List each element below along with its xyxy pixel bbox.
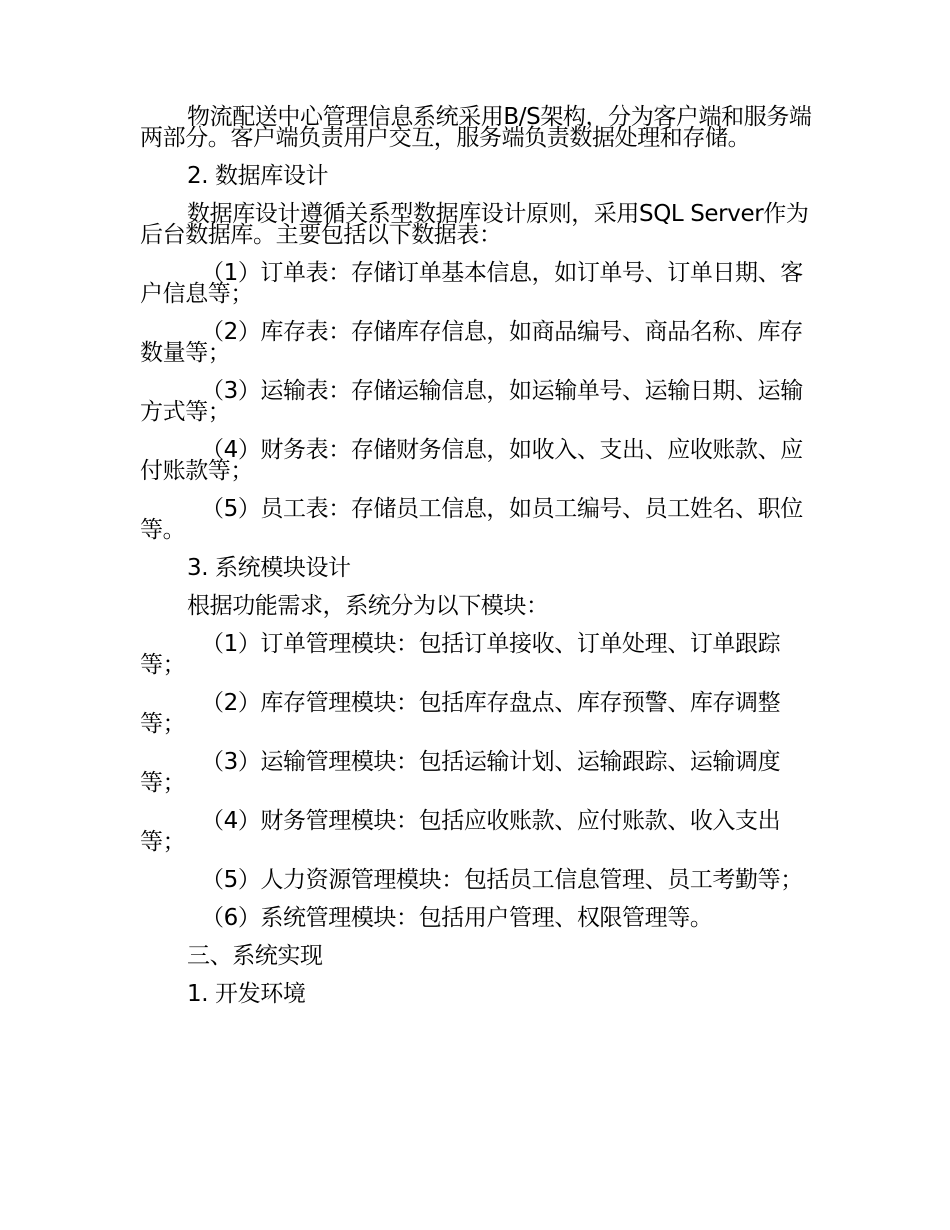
paragraph-architecture: 物流配送中心管理信息系统采用B/S架构，分为客户端和服务端两部分。客户端负责用户交互，服务端负责数据处理和存储。	[140, 104, 812, 151]
list-item-finance-table: （4）财务表：存储财务信息，如收入、支出、应收账款、应付账款等；	[140, 437, 803, 484]
list-item-hr-module: （5）人力资源管理模块：包括员工信息管理、员工考勤等；	[201, 867, 803, 893]
list-item-order-module: （1）订单管理模块：包括订单接收、订单处理、订单跟踪等；	[140, 631, 781, 678]
heading-module-design: 3. 系统模块设计	[187, 555, 351, 581]
paragraph-module-intro: 根据功能需求，系统分为以下模块：	[187, 593, 549, 619]
list-item-employee-table: （5）员工表：存储员工信息，如员工编号、员工姓名、职位等。	[140, 496, 803, 543]
list-item-inventory-table: （2）库存表：存储库存信息，如商品编号、商品名称、库存数量等；	[140, 319, 803, 366]
heading-database-design: 2. 数据库设计	[187, 163, 329, 189]
list-item-finance-module: （4）财务管理模块：包括应收账款、应付账款、收入支出等；	[140, 808, 781, 855]
list-item-transport-table: （3）运输表：存储运输信息，如运输单号、运输日期、运输方式等；	[140, 378, 803, 425]
list-item-transport-module: （3）运输管理模块：包括运输计划、运输跟踪、运输调度等；	[140, 749, 781, 796]
document-body	[140, 104, 812, 1022]
heading-development-environment: 1. 开发环境	[187, 981, 306, 1007]
list-item-inventory-module: （2）库存管理模块：包括库存盘点、库存预警、库存调整等；	[140, 690, 781, 737]
paragraph-database-intro: 数据库设计遵循关系型数据库设计原则，采用SQL Server作为后台数据库。主要包括以下数据表：	[140, 201, 809, 248]
list-item-system-module: （6）系统管理模块：包括用户管理、权限管理等。	[201, 905, 713, 931]
heading-system-implementation: 三、系统实现	[187, 943, 323, 969]
list-item-order-table: （1）订单表：存储订单基本信息，如订单号、订单日期、客户信息等；	[140, 260, 803, 307]
